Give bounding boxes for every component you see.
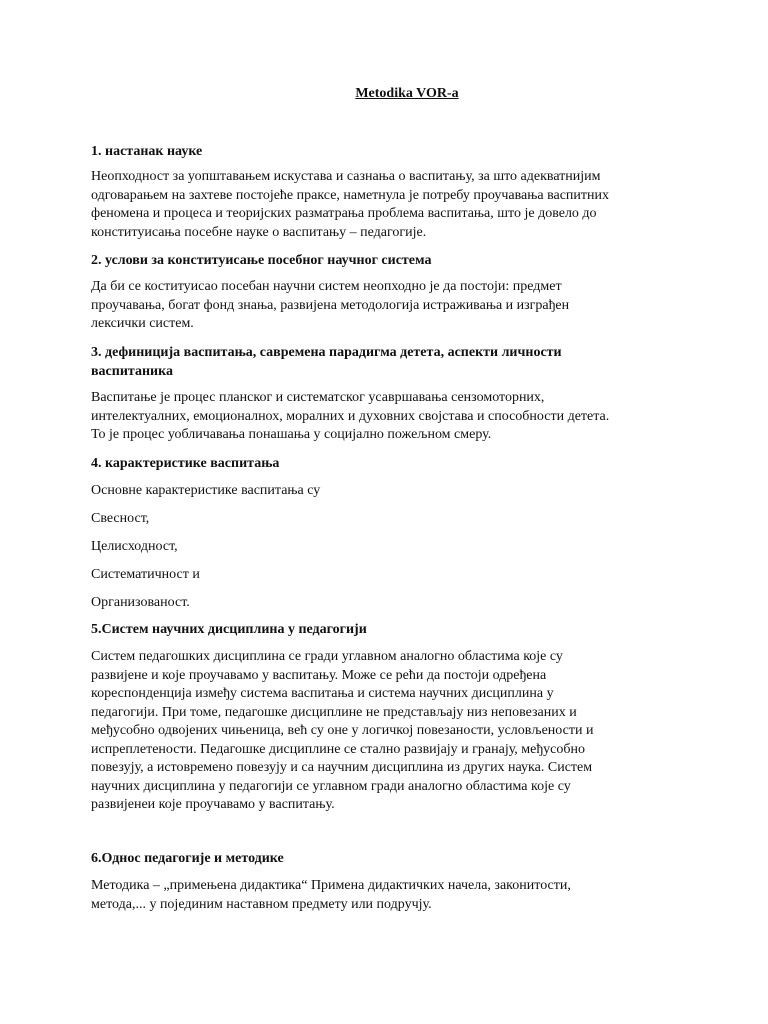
section-4-item-4: Организованост. [91, 595, 190, 610]
section-5-paragraph [91, 648, 691, 815]
document-page [91, 0, 691, 1024]
section-5-line-9: развијенеи које проучавамо у васпитању. [91, 797, 335, 812]
section-5-heading: 5.Систем научних дисциплина у педагогији [91, 622, 367, 637]
section-5-line-7: повезују, а истовремено повезују и са научним дисциплина из других наука. Систем [91, 760, 593, 775]
section-3-heading-line-2: васпитаника [91, 363, 173, 379]
section-2-line-2: проучавања, богат фонд знања, развијена методологија истраживања и изграђен [91, 297, 570, 313]
section-4-item-2: Целисходност, [91, 539, 178, 554]
section-6-heading: 6.Однос педагогије и методике [91, 851, 284, 866]
section-6-paragraph [91, 877, 691, 914]
section-1-line-4: конституисања посебне науке о васпитању – педагогије. [91, 224, 427, 240]
section-5-line-4: педагогији. При томе, педагошке дисциплине не представљају низ неповезаних и [91, 704, 577, 720]
section-4-item-3: Систематичност и [91, 567, 200, 582]
section-3-line-2: интелектуалних, емоционалнох, моралних и духовних својстава и способности детета. [91, 408, 610, 424]
section-2-paragraph [91, 278, 691, 334]
section-4-item-1: Свесност, [91, 511, 150, 526]
section-5-line-5: међусобно одвојених чињеница, већ су оне у логичкој повезаности, условљености и [91, 723, 594, 738]
section-1-line-3: феномена и процеса и теоријских разматрања проблема васпитања, што је довело до [91, 206, 597, 221]
section-6-line-2: метода,... у појединим наставном предмету или подручју. [91, 896, 432, 912]
section-3-heading [91, 344, 691, 381]
section-5-line-8: научних дисциплина у педагогији се углавном гради аналогно областима које су [91, 778, 571, 794]
section-6-line-1: Методика – „примењена дидактика“ Примена дидактичких начела, законитости, [91, 878, 571, 893]
document-title: Metodika VOR-a [355, 86, 459, 101]
section-1-paragraph [91, 168, 691, 242]
section-4-intro: Основне карактеристике васпитања су [91, 483, 321, 498]
section-4-heading: 4. карактеристике васпитања [91, 456, 280, 471]
section-3-heading-line-1: 3. дефиниција васпитања, савремена парадигма детета, аспекти личности [91, 345, 562, 360]
section-5-line-1: Систем педагошких дисциплина се гради углавном аналогно областима које су [91, 649, 563, 664]
section-5-line-6: испреплетености. Педагошке дисциплине се стално развијају и гранају, међусобно [91, 741, 585, 757]
section-2-line-3: лексички систем. [91, 316, 194, 331]
section-3-paragraph [91, 389, 691, 445]
section-2-line-1: Да би се коституисао посебан научни систем неопходно је да постоји: предмет [91, 279, 562, 294]
section-5-line-2: развијене и које проучавамо у васпитању. Може се рећи да постоји одређена [91, 667, 547, 683]
section-5-line-3: кореспонденција између система васпитања и система научних дисциплина у [91, 686, 554, 701]
section-3-line-1: Васпитање је процес планског и систематског усавршавања сензомоторних, [91, 390, 545, 405]
section-1-line-1: Неопходност за уопштавањем искустава и сазнања о васпитању, за што адекватнијим [91, 169, 601, 184]
section-2-heading: 2. услови за конституисање посебног научног система [91, 253, 432, 268]
section-3-line-3: То је процес уобличавања понашања у социјално пожељном смеру. [91, 427, 492, 442]
section-1-heading: 1. настанак науке [91, 144, 203, 159]
section-1-line-2: одговарањем на захтеве постојеће праксе, наметнула је потребу проучавања васпитних [91, 187, 610, 203]
